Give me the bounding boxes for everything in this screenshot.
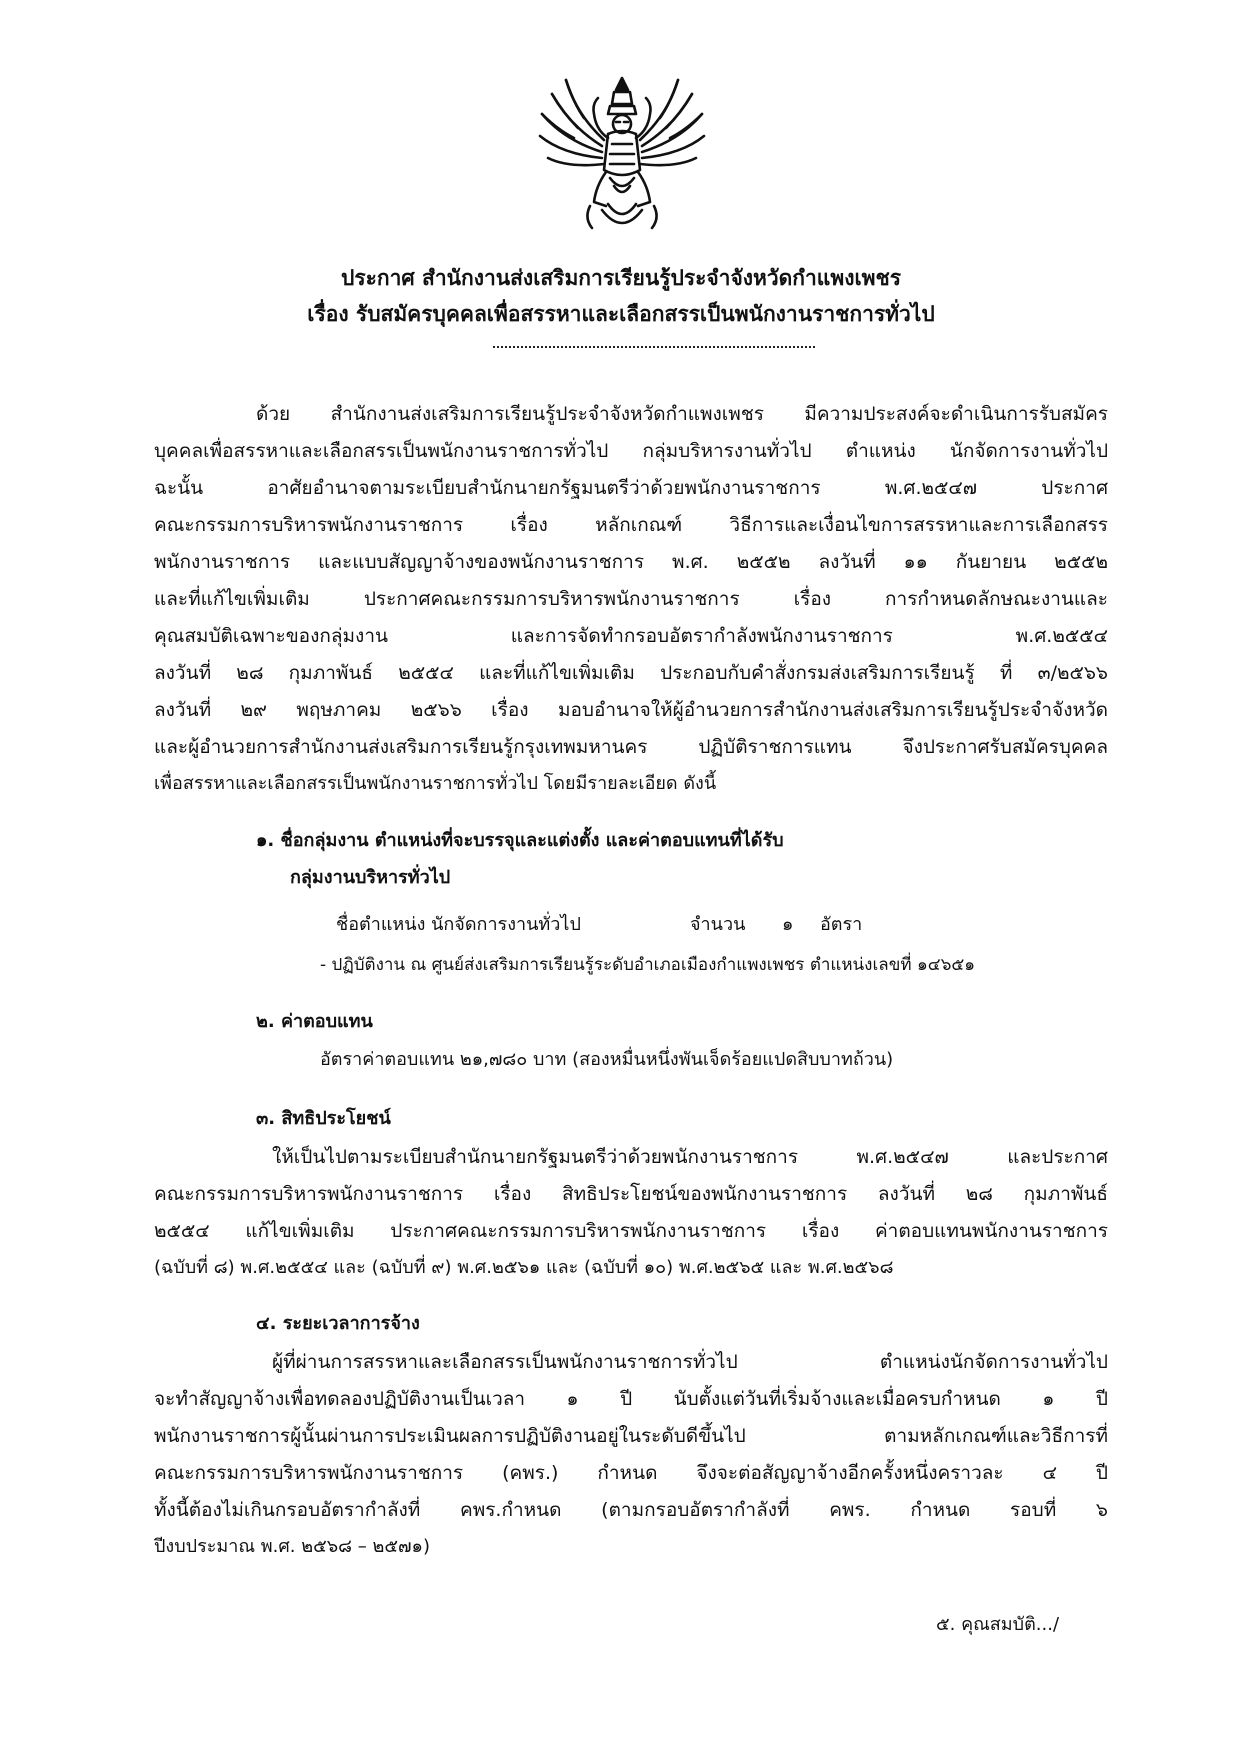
- employment-period-line: จะทำสัญญาจ้างเพื่อทดลองปฏิบัติงานเป็นเวลา ๑ ปี นับตั้งแต่วันที่เริ่มจ้างและเมื่อครบกำหนด ๑ ปี: [154, 1388, 1108, 1410]
- intro-line: คณะกรรมการบริหารพนักงานราชการ เรื่อง หลักเกณฑ์ วิธีการและเงื่อนไขการสรรหาและการเลือกสรร: [154, 514, 1108, 536]
- employment-period-line: ปีงบประมาณ พ.ศ. ๒๕๖๘ – ๒๕๗๑): [154, 1536, 430, 1557]
- job-group-name: กลุ่มงานบริหารทั่วไป: [290, 867, 451, 888]
- section-heading-benefits: ๓. สิทธิประโยชน์: [256, 1108, 391, 1129]
- position-count-label: จำนวน: [690, 914, 746, 935]
- intro-line: พนักงานราชการ และแบบสัญญาจ้างของพนักงานราชการ พ.ศ. ๒๕๕๒ ลงวันที่ ๑๑ กันยายน ๒๕๕๒: [154, 551, 1108, 573]
- section-heading-employment-period: ๔. ระยะเวลาการจ้าง: [256, 1313, 420, 1334]
- employment-period-line: ทั้งนี้ต้องไม่เกินกรอบอัตรากำลังที่ คพร.กำหนด (ตามกรอบอัตรากำลังที่ คพร. กำหนด รอบที่ ๖: [154, 1499, 1108, 1521]
- section-heading-positions: ๑. ชื่อกลุ่มงาน ตำแหน่งที่จะบรรจุและแต่งตั้ง และค่าตอบแทนที่ได้รับ: [256, 830, 784, 851]
- intro-line: ด้วย สำนักงานส่งเสริมการเรียนรู้ประจำจังหวัดกำแพงเพชร มีความประสงค์จะดำเนินการรับสมัคร: [256, 403, 1108, 425]
- benefits-line: ๒๕๕๔ แก้ไขเพิ่มเติม ประกาศคณะกรรมการบริหารพนักงานราชการ เรื่อง ค่าตอบแทนพนักงานราชการ: [154, 1220, 1108, 1242]
- benefits-line: (ฉบับที่ ๘) พ.ศ.๒๕๕๔ และ (ฉบับที่ ๙) พ.ศ.๒๕๖๑ และ (ฉบับที่ ๑๐) พ.ศ.๒๕๖๕ และ พ.ศ.๒๕๖๘: [154, 1257, 894, 1278]
- employment-period-line: พนักงานราชการผู้นั้นผ่านการประเมินผลการปฏิบัติงานอยู่ในระดับดีขึ้นไป ตามหลักเกณฑ์และวิธีการที่: [154, 1425, 1108, 1447]
- announcement-subject: เรื่อง รับสมัครบุคคลเพื่อสรรหาและเลือกสรรเป็นพนักงานราชการทั่วไป: [307, 302, 935, 326]
- intro-line: เพื่อสรรหาและเลือกสรรเป็นพนักงานราชการทั่วไป โดยมีรายละเอียด ดังนี้: [154, 773, 717, 794]
- benefits-line: ให้เป็นไปตามระเบียบสำนักนายกรัฐมนตรีว่าด้วยพนักงานราชการ พ.ศ.๒๕๔๗ และประกาศ: [272, 1146, 1108, 1168]
- intro-line: ลงวันที่ ๒๘ กุมภาพันธ์ ๒๕๕๔ และที่แก้ไขเพิ่มเติม ประกอบกับคำสั่งกรมส่งเสริมการเรียนรู้ ที่ ๓/๒๕๖๖: [154, 662, 1108, 684]
- garuda-emblem-icon: [536, 74, 708, 236]
- employment-period-line: ผู้ที่ผ่านการสรรหาและเลือกสรรเป็นพนักงานราชการทั่วไป ตำแหน่งนักจัดการงานทั่วไป: [272, 1351, 1108, 1373]
- benefits-line: คณะกรรมการบริหารพนักงานราชการ เรื่อง สิทธิประโยชน์ของพนักงานราชการ ลงวันที่ ๒๘ กุมภาพันธ์: [154, 1183, 1108, 1205]
- announcement-title: ประกาศ สำนักงานส่งเสริมการเรียนรู้ประจำจังหวัดกำแพงเพชร: [341, 266, 901, 290]
- intro-line: บุคคลเพื่อสรรหาและเลือกสรรเป็นพนักงานราชการทั่วไป กลุ่มบริหารงานทั่วไป ตำแหน่ง นักจัดการงานทั่วไป: [154, 440, 1108, 462]
- intro-line: ลงวันที่ ๒๙ พฤษภาคม ๒๕๖๖ เรื่อง มอบอำนาจให้ผู้อำนวยการสำนักงานส่งเสริมการเรียนรู้ประจำจังหวัด: [154, 699, 1108, 721]
- position-count: ๑: [782, 914, 794, 935]
- title-divider: [493, 346, 815, 348]
- work-location: - ปฏิบัติงาน ณ ศูนย์ส่งเสริมการเรียนรู้ระดับอำเภอเมืองกำแพงเพชร ตำแหน่งเลขที่ ๑๔๖๕๑: [320, 955, 976, 975]
- continued-next-page: ๕. คุณสมบัติ.../: [936, 1614, 1060, 1635]
- position-count-unit: อัตรา: [820, 914, 863, 935]
- intro-line: คุณสมบัติเฉพาะของกลุ่มงาน และการจัดทำกรอบอัตรากำลังพนักงานราชการ พ.ศ.๒๕๕๔: [154, 625, 1108, 647]
- section-heading-compensation: ๒. ค่าตอบแทน: [256, 1011, 373, 1032]
- employment-period-line: คณะกรรมการบริหารพนักงานราชการ (คพร.) กำหนด จึงจะต่อสัญญาจ้างอีกครั้งหนึ่งคราวละ ๔ ปี: [154, 1462, 1108, 1484]
- intro-line: และผู้อำนวยการสำนักงานส่งเสริมการเรียนรู้กรุงเทพมหานคร ปฏิบัติราชการแทน จึงประกาศรับสมัครบุคคล: [154, 736, 1108, 758]
- compensation-rate: อัตราค่าตอบแทน ๒๑,๗๘๐ บาท (สองหมื่นหนึ่งพันเจ็ดร้อยแปดสิบบาทถ้วน): [320, 1049, 894, 1070]
- intro-line: และที่แก้ไขเพิ่มเติม ประกาศคณะกรรมการบริหารพนักงานราชการ เรื่อง การกำหนดลักษณะงานและ: [154, 588, 1108, 610]
- intro-line: ฉะนั้น อาศัยอำนาจตามระเบียบสำนักนายกรัฐมนตรีว่าด้วยพนักงานราชการ พ.ศ.๒๕๔๗ ประกาศ: [154, 477, 1108, 499]
- position-title: ชื่อตำแหน่ง นักจัดการงานทั่วไป: [336, 914, 581, 935]
